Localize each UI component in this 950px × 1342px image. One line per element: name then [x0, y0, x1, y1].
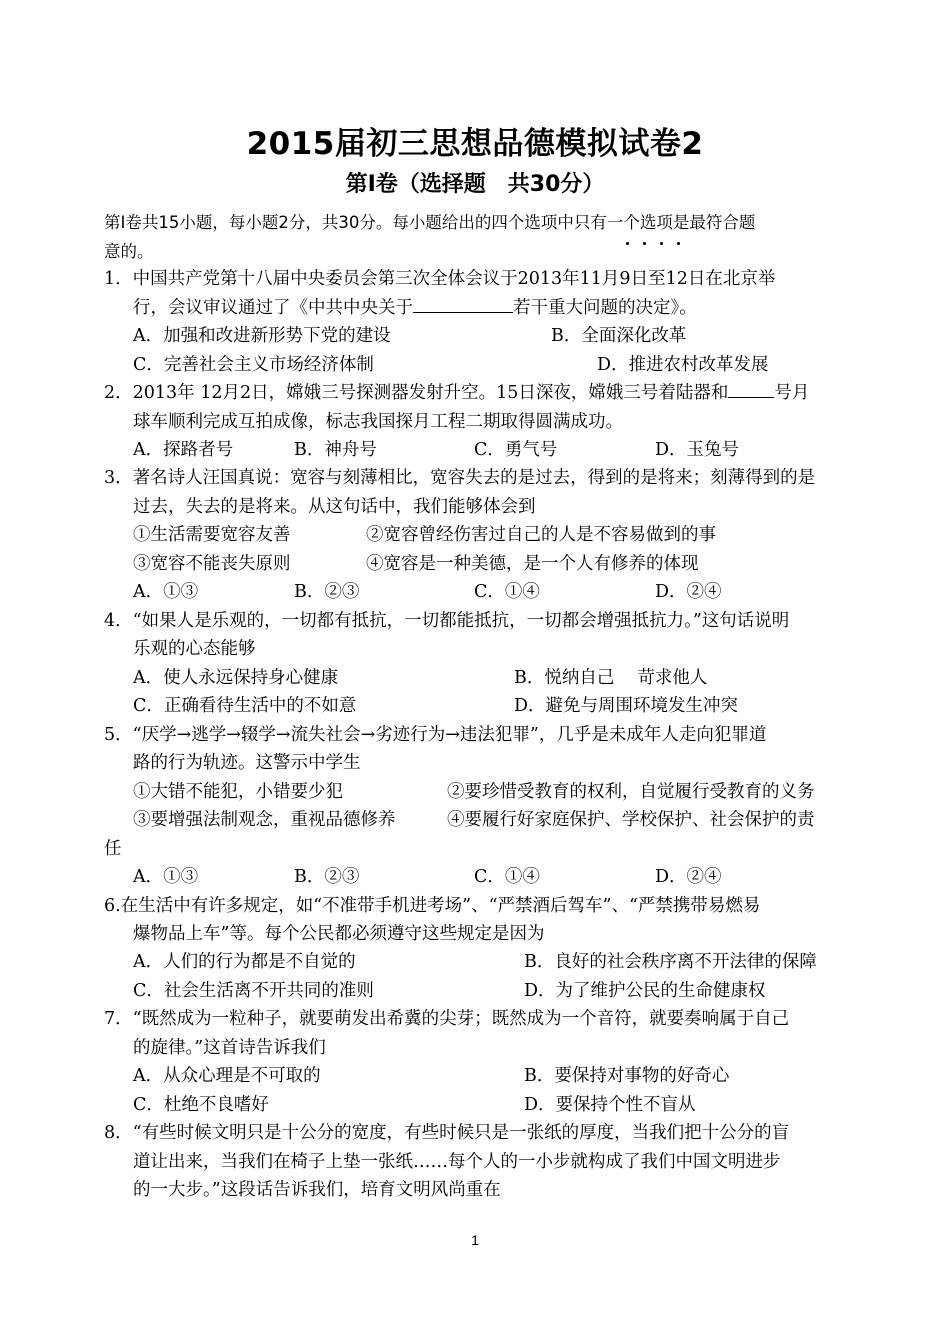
- q1-stem-line-1: 1．中国共产党第十八届中央委员会第三次全体会议于2013年11月9日至12日在北京举: [104, 269, 776, 289]
- q1-stem-text-b: 若干重大问题的决定》。: [513, 298, 697, 318]
- q2-answer-blank: [728, 379, 774, 398]
- q7-option-d: D．要保持个性不盲从: [524, 1095, 696, 1115]
- q3-option-d: D．②④: [655, 582, 722, 602]
- q1-stem-text-a: 行，会议审议通过了《中共中央关于: [133, 298, 413, 318]
- q4-option-b: B．悦纳自己 苛求他人: [514, 668, 708, 688]
- q8-stem-line-1: 8．“有些时候文明只是十公分的宽度，有些时候只是一张纸的厚度，当我们把十公分的盲: [104, 1123, 790, 1143]
- q5-option-b: B．②③: [294, 867, 360, 887]
- q2-option-c: C．勇气号: [474, 440, 558, 460]
- q1-option-a: A．加强和改进新形势下党的建设: [133, 326, 391, 346]
- q4-option-d: D．避免与周围环境发生冲突: [514, 696, 739, 716]
- page-number: 1: [471, 1232, 479, 1248]
- q2-stem-text-b: 号月: [774, 383, 810, 403]
- q6-stem-line-2: 爆物品上车”等。每个公民都必须遵守这些规定是因为: [133, 924, 545, 944]
- q2-option-d: D．玉兔号: [655, 440, 740, 460]
- q1-stem-line-2: [133, 294, 697, 322]
- q4-stem-line-1: 4．“如果人是乐观的，一切都有抵抗，一切都能抵抗，一切都会增强抵抗力。”这句话说明: [104, 611, 790, 631]
- instructions-line-2: 意的。: [104, 242, 154, 261]
- q3-option-c: C．①④: [474, 582, 540, 602]
- q7-option-a: A．从众心理是不可取的: [133, 1066, 321, 1086]
- q1-option-c: C．完善社会主义市场经济体制: [133, 355, 374, 375]
- q6-option-d: D．为了维护公民的生命健康权: [524, 981, 766, 1001]
- q1-answer-blank: [413, 294, 513, 313]
- q7-option-c: C．杜绝不良嗜好: [133, 1095, 269, 1115]
- q2-stem-text-a: 2．2013年 12月2日，嫦娥三号探测器发射升空。15日深夜，嫦娥三号着陆器和: [104, 383, 729, 403]
- q5-statement-4: ④要履行好家庭保护、学校保护、社会保护的责: [447, 810, 815, 830]
- q4-stem-line-2: 乐观的心态能够: [133, 639, 256, 659]
- q6-stem-line-1: 6.在生活中有许多规定，如“不准带手机进考场”、“严禁酒后驾车”、“严禁携带易燃易: [104, 896, 761, 916]
- q6-option-a: A．人们的行为都是不自觉的: [133, 952, 356, 972]
- q3-statement-1: ①生活需要宽容友善: [133, 525, 291, 545]
- q1-option-b: B．全面深化改革: [551, 326, 687, 346]
- q5-option-a: A．①③: [133, 867, 199, 887]
- section-subtitle: 第Ⅰ卷（选择题 共30分）: [345, 172, 605, 197]
- emphasis-dots: [619, 230, 687, 236]
- q3-stem-line-1: 3．著名诗人汪国真说：宽容与刻薄相比，宽容失去的是过去，得到的是将来；刻薄得到的是: [104, 468, 816, 488]
- q1-option-d: D．推进农村改革发展: [597, 355, 769, 375]
- q8-stem-line-3: 的一大步。”这段话告诉我们，培育文明风尚重在: [133, 1180, 501, 1200]
- q5-stem-line-1: 5．“厌学→逃学→辍学→流失社会→劣迹行为→违法犯罪”，几乎是未成年人走向犯罪道: [104, 725, 767, 745]
- q7-stem-line-1: 7．“既然成为一粒种子，就要萌发出希冀的尖芽；既然成为一个音符，就要奏响属于自己: [104, 1009, 790, 1029]
- q2-stem-line-2: 球车顺利完成互拍成像，标志我国探月工程二期取得圆满成功。: [133, 412, 623, 432]
- q3-stem-line-2: 过去，失去的是将来。从这句话中，我们能够体会到: [133, 497, 536, 517]
- q3-option-a: A．①③: [133, 582, 199, 602]
- instructions-line-1: 第Ⅰ卷共15小题，每小题2分，共30分。每小题给出的四个选项中只有一个选项是最符合题: [104, 213, 756, 232]
- q5-statement-4-continued: 任: [104, 839, 122, 859]
- q4-option-c: C．正确看待生活中的不如意: [133, 696, 357, 716]
- q3-statement-4: ④宽容是一种美德，是一个人有修养的体现: [366, 554, 699, 574]
- q5-option-c: C．①④: [474, 867, 540, 887]
- q3-statement-2: ②宽容曾经伤害过自己的人是不容易做到的事: [366, 525, 716, 545]
- q5-statement-2: ②要珍惜受教育的权利，自觉履行受教育的义务: [447, 782, 815, 802]
- q2-option-b: B．神舟号: [294, 440, 377, 460]
- q6-option-c: C．社会生活离不开共同的准则: [133, 981, 374, 1001]
- q8-stem-line-2: 道让出来，当我们在椅子上垫一张纸……每个人的一小步就构成了我们中国文明进步: [133, 1152, 781, 1172]
- q3-option-b: B．②③: [294, 582, 360, 602]
- q2-stem-line-1: [104, 379, 809, 407]
- q2-option-a: A．探路者号: [133, 440, 234, 460]
- q6-option-b: B．良好的社会秩序离不开法律的保障: [524, 952, 817, 972]
- q5-statement-3: ③要增强法制观念，重视品德修养: [133, 810, 396, 830]
- q5-statement-1: ①大错不能犯，小错要少犯: [133, 782, 343, 802]
- page-title: 2015届初三思想品德模拟试卷2: [246, 126, 704, 162]
- q7-option-b: B．要保持对事物的好奇心: [524, 1066, 730, 1086]
- q3-statement-3: ③宽容不能丧失原则: [133, 554, 291, 574]
- q4-option-a: A．使人永远保持身心健康: [133, 668, 339, 688]
- q7-stem-line-2: 的旋律。”这首诗告诉我们: [133, 1038, 326, 1058]
- q5-option-d: D．②④: [655, 867, 722, 887]
- q5-stem-line-2: 路的行为轨迹。这警示中学生: [133, 753, 361, 773]
